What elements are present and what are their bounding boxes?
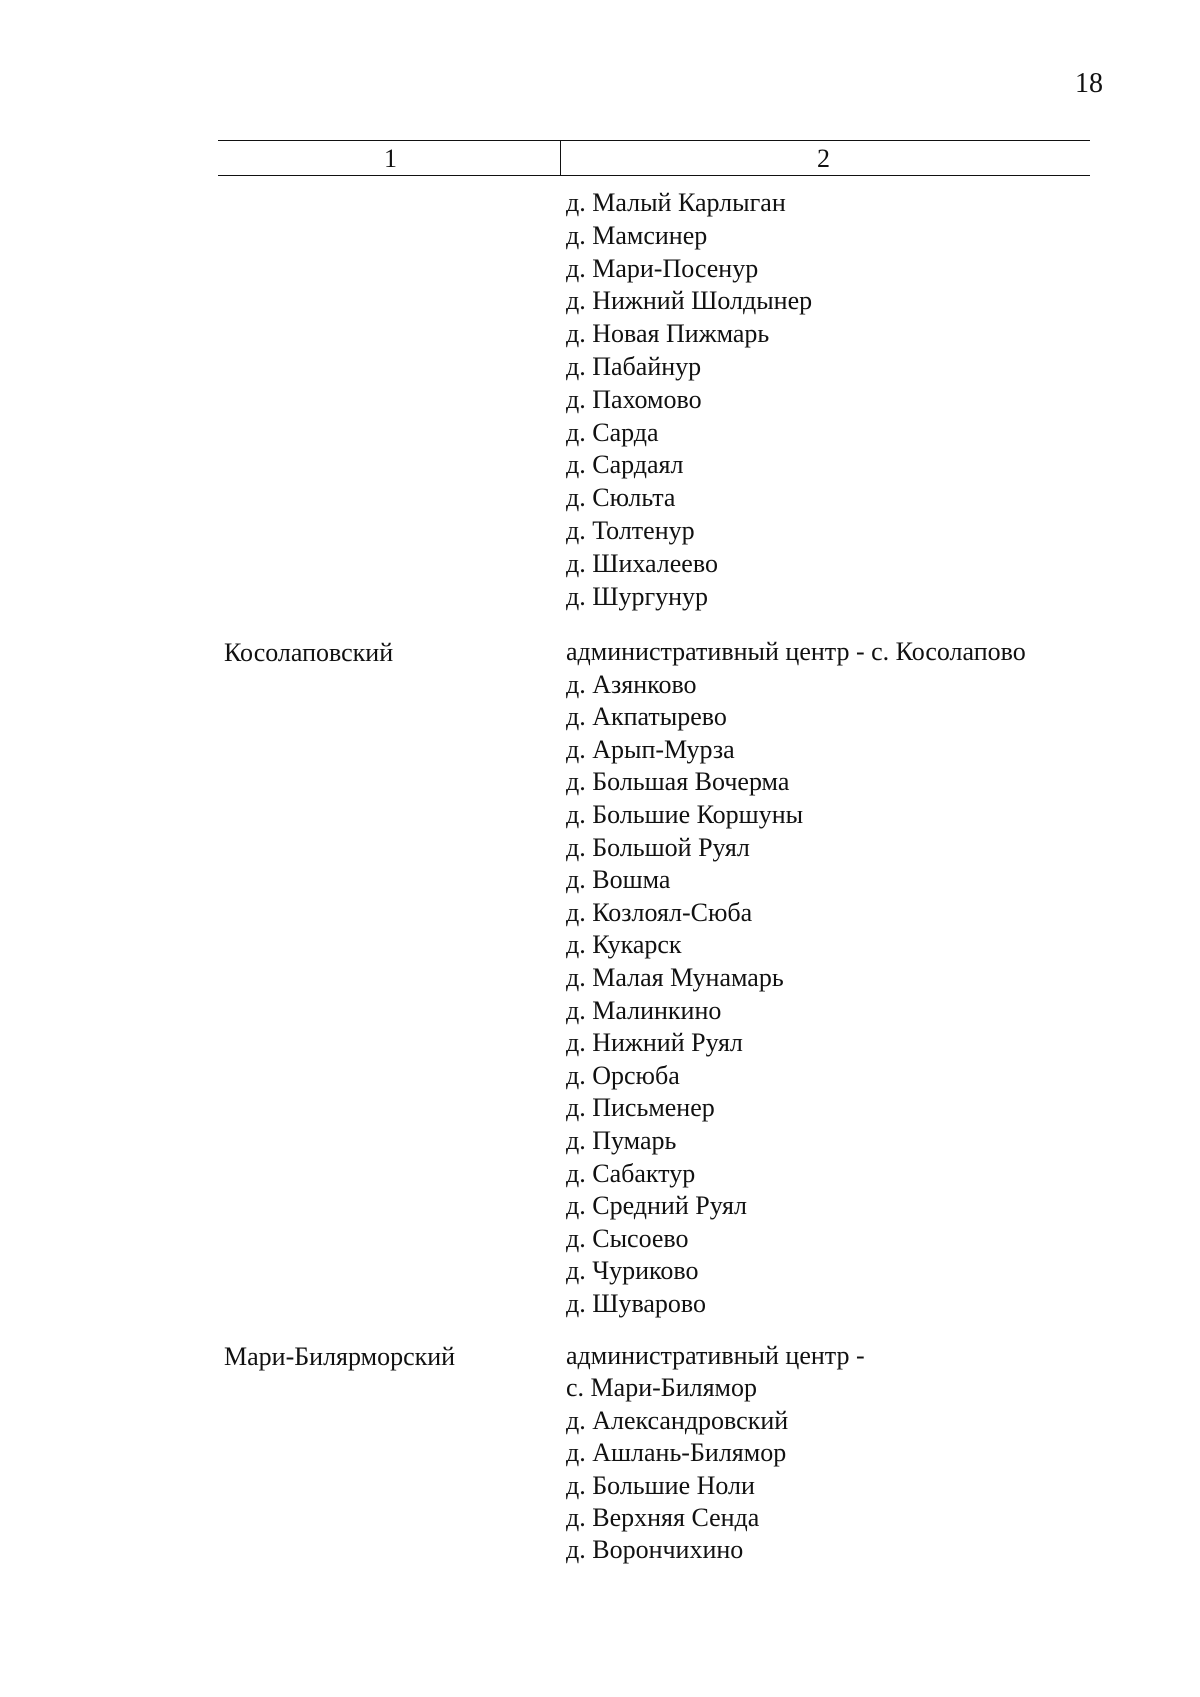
settlement-item: д. Большие Ноли xyxy=(566,1470,755,1500)
settlement-item: д. Ашлань-Билямор xyxy=(566,1438,787,1468)
settlement-item: д. Новая Пижмарь xyxy=(566,319,770,349)
settlement-item: д. Сюльта xyxy=(566,483,676,513)
page-number: 18 xyxy=(1075,68,1103,99)
settlement-item: д. Пабайнур xyxy=(566,351,702,381)
settlement-item: д. Малинкино xyxy=(566,995,722,1025)
settlement-item: д. Пахомово xyxy=(566,384,702,414)
settlement-item: д. Сабактур xyxy=(566,1158,696,1188)
settlement-item: д. Александровский xyxy=(566,1405,789,1435)
settlement-item: д. Пумарь xyxy=(566,1125,677,1155)
table-header-col2: 2 xyxy=(817,144,830,173)
settlement-item: д. Письменер xyxy=(566,1093,715,1123)
settlement-item: д. Малая Мунамарь xyxy=(566,962,784,992)
settlement-item: д. Сарда xyxy=(566,417,659,447)
settlement-item: д. Большая Вочерма xyxy=(566,767,790,797)
settlement-item: д. Шихалеево xyxy=(566,548,718,578)
settlement-item: административный центр - xyxy=(566,1341,865,1370)
settlement-list xyxy=(566,1340,865,1567)
settlement-item: д. Акпатырево xyxy=(566,702,727,732)
district-name: Мари-Билярморский xyxy=(224,1342,456,1371)
settlement-item: административный центр - с. Косолапово xyxy=(566,637,1026,666)
settlement-item: д. Толтенур xyxy=(566,515,695,545)
table-header-col1: 1 xyxy=(384,144,397,173)
settlement-item: д. Арып-Мурза xyxy=(566,734,735,764)
settlement-item: д. Шургунур xyxy=(566,581,709,611)
settlement-item: д. Малый Карлыган xyxy=(566,188,786,217)
district-name: Косолаповский xyxy=(224,638,394,667)
settlement-item: д. Кукарск xyxy=(566,930,682,960)
settlement-item: д. Нижний Руял xyxy=(566,1028,743,1058)
settlement-item: д. Большие Коршуны xyxy=(566,799,804,829)
settlement-item: с. Мари-Билямор xyxy=(566,1373,758,1403)
settlement-list xyxy=(566,187,812,613)
settlement-item: д. Сардаял xyxy=(566,450,684,480)
settlement-item: д. Мари-Посенур xyxy=(566,253,759,283)
settlement-item: д. Мамсинер xyxy=(566,220,708,250)
settlement-item: д. Азянково xyxy=(566,669,697,699)
table-header-bottom-rule xyxy=(218,175,1090,176)
settlement-item: д. Ворончихино xyxy=(566,1535,744,1565)
settlement-list xyxy=(566,636,1026,1320)
settlement-item: д. Вошма xyxy=(566,865,671,895)
settlement-item: д. Нижний Шолдынер xyxy=(566,286,813,316)
settlement-item: д. Козлоял-Сюба xyxy=(566,897,753,927)
settlement-item: д. Чуриково xyxy=(566,1256,699,1286)
table-header-column-divider xyxy=(560,140,561,176)
settlement-item: д. Большой Руял xyxy=(566,832,750,862)
settlement-item: д. Шуварово xyxy=(566,1288,707,1318)
table-header-top-rule xyxy=(218,140,1090,141)
settlement-item: д. Средний Руял xyxy=(566,1191,747,1221)
settlement-item: д. Верхняя Сенда xyxy=(566,1503,760,1533)
settlement-item: д. Орсюба xyxy=(566,1060,680,1090)
settlement-item: д. Сысоево xyxy=(566,1223,689,1253)
